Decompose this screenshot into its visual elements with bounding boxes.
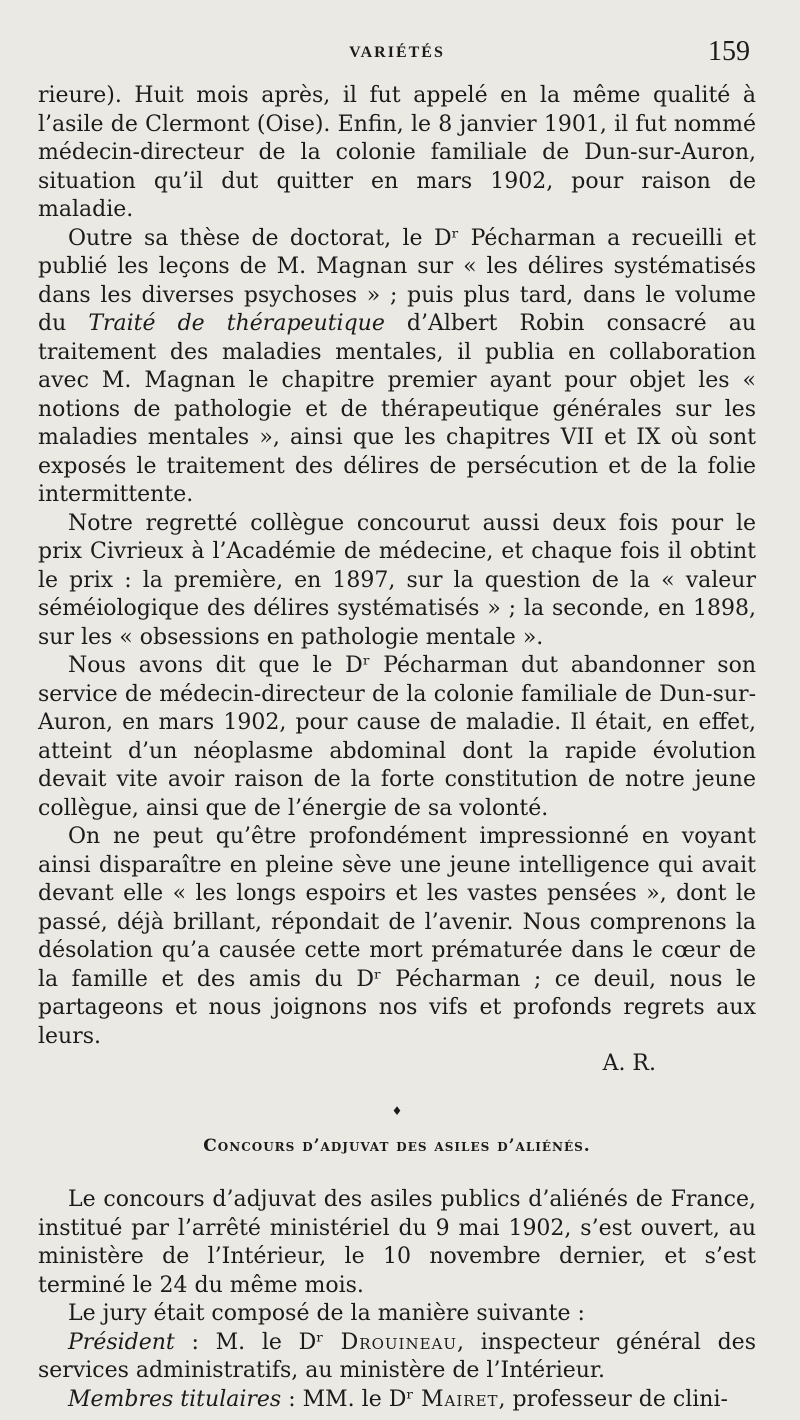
president-description: , inspecteur général des services administratifs, au ministère de l’Intérieur. bbox=[38, 1329, 756, 1383]
paragraph-2-part-b: d’Albert Robin consacré au traitement des maladies mentales, il publia en collaboration avec M. Magnan le chapitre premier ayant pour objet les « notions de pathologie et de thérapeutique générales sur les maladies mentales », ainsi que les chapitres VII et IX où sont exposés le traitement des délires de persécution et de la folie intermittente. bbox=[38, 311, 756, 507]
member-name: Mairet bbox=[420, 1386, 499, 1412]
concours-text bbox=[38, 1186, 756, 1414]
paragraph-2 bbox=[38, 225, 756, 510]
president-label: Président bbox=[68, 1329, 175, 1355]
running-title: VARIÉTÉS bbox=[349, 44, 445, 61]
members-separator: : MM. le Dʳ bbox=[281, 1386, 421, 1412]
running-head bbox=[38, 30, 756, 82]
jury-president bbox=[38, 1329, 756, 1386]
president-separator: : M. le Dʳ bbox=[174, 1329, 341, 1355]
paragraph-4: Nous avons dit que le Dʳ Pécharman dut abandonner son service de médecin-directeur de la colonie familiale de Dun-sur-Auron, en mars 1902, pour cause de maladie. Il était, en effet, atteint d’un néoplasme abdominal dont la rapide évolution devait vite avoir raison de la forte constitution de notre jeune collègue, ainsi que de l’énergie de sa volonté. bbox=[38, 653, 756, 821]
members-label: Membres titulaires bbox=[68, 1386, 282, 1412]
section-ornament: ♦ bbox=[391, 1104, 403, 1118]
section-heading: Concours d’adjuvat des asiles d’aliénés. bbox=[203, 1136, 591, 1156]
paragraph-1: rieure). Huit mois après, il fut appelé en la même qualité à l’asile de Clermont (Oise). Enfin, le 8 janvier 1901, il fut nommé médecin-directeur de la colonie familiale de Dun-sur-Auron, situation qu’il dut quitter en mars 1902, pour raison de maladie. bbox=[38, 83, 756, 222]
obituary-text bbox=[38, 82, 756, 1051]
author-signature: A. R. bbox=[602, 1051, 656, 1076]
paragraph-5: On ne peut qu’être profondément impressionné en voyant ainsi disparaître en pleine sève une jeune intelligence qui avait devant elle « les longs espoirs et les vastes pensées », dont le passé, déjà brillant, répondait de l’avenir. Nous comprenons la désolation qu’a causée cette mort prématurée dans le cœur de la famille et des amis du Dʳ Pécharman ; ce deuil, nous le partageons et nous joignons nos vifs et profonds regrets aux leurs. bbox=[38, 824, 756, 1049]
jury-members bbox=[38, 1386, 756, 1415]
paragraph-2-part-a: Outre sa thèse de doctorat, le Dʳ Pécharman a recueilli et publié les leçons de M. Magnan sur « les délires systématisés dans les diverses psychoses » ; puis plus tard, dans le volume du bbox=[38, 225, 756, 336]
paragraph-3: Notre regretté collègue concourut aussi deux fois pour le prix Civrieux à l’Académie de médecine, et chaque fois il obtint le prix : la première, en 1897, sur la question de la « valeur séméiologique des délires systématisés » ; la seconde, en 1898, sur les « obsessions en pathologie mentale ». bbox=[38, 510, 756, 650]
member-description: , professeur de clini- bbox=[498, 1386, 728, 1412]
book-title-italic: Traité de thérapeutique bbox=[88, 311, 385, 336]
page-number: 159 bbox=[708, 36, 750, 67]
president-name: Drouineau bbox=[340, 1329, 458, 1355]
concours-paragraph-2: Le jury était composé de la manière suivante : bbox=[68, 1301, 585, 1326]
concours-paragraph-1: Le concours d’adjuvat des asiles publics d’aliénés de France, institué par l’arrêté ministériel du 9 mai 1902, s’est ouvert, au ministère de l’Intérieur, le 10 novembre dernier, et s’est terminé le 24 du même mois. bbox=[38, 1187, 756, 1298]
